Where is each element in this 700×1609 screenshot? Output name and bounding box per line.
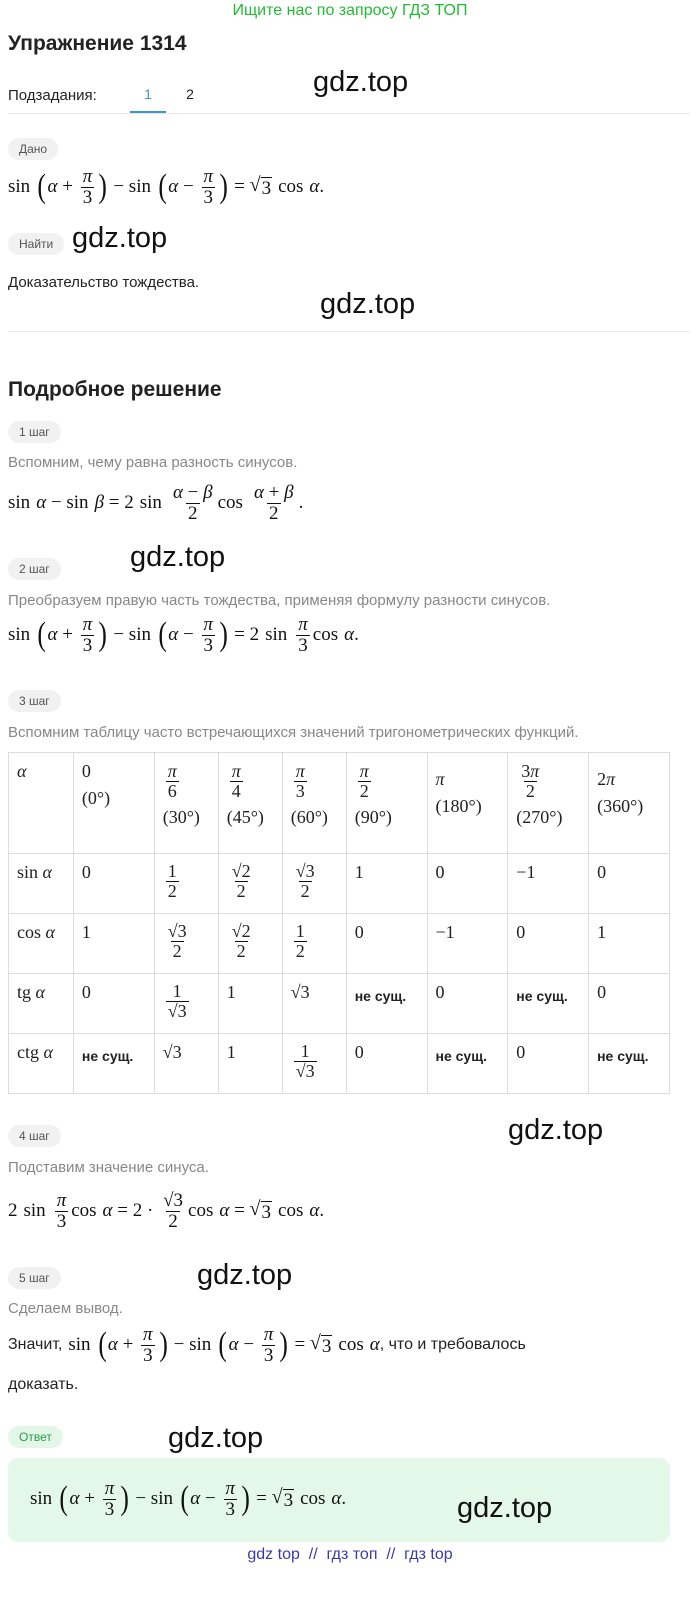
table-cell: $\frac{\pi}{6}$ (30°)	[154, 753, 218, 854]
given-identity: sin ( α + $\frac{\pi}{3}$ ) − sin ( α − $\frac{\pi}{3}$ ) = √ 3 cos α .	[8, 165, 325, 208]
step-5-text: Сделаем вывод.	[8, 1300, 123, 1317]
table-cell: cos α	[9, 914, 74, 974]
table-cell: √3	[282, 974, 346, 1034]
table-cell: −1	[508, 854, 589, 914]
table-cell: π (180°)	[427, 753, 508, 854]
table-cell: не сущ.	[589, 1034, 670, 1094]
trig-values-table	[8, 752, 670, 1094]
watermark: gdz.top	[72, 222, 168, 254]
table-cell: 1	[73, 914, 154, 974]
table-row	[9, 854, 670, 914]
table-cell: 0 (0°)	[73, 753, 154, 854]
table-cell: 0	[589, 974, 670, 1034]
table-cell: $\frac{√2}{2}$	[218, 914, 282, 974]
table-cell: $\frac{√2}{2}$	[218, 854, 282, 914]
table-cell: $\frac{\pi}{2}$ (90°)	[346, 753, 427, 854]
table-cell: tg α	[9, 974, 74, 1034]
find-text: Доказательство тождества.	[8, 274, 200, 291]
table-cell: $\frac{\pi}{4}$ (45°)	[218, 753, 282, 854]
table-cell: $\frac{3\pi}{2}$ (270°)	[508, 753, 589, 854]
table-cell: 0	[589, 854, 670, 914]
table-cell: 0	[346, 914, 427, 974]
divider	[8, 331, 690, 332]
step-5-chip: 5 шаг	[8, 1267, 61, 1289]
table-cell: $\frac{√3}{2}$	[282, 854, 346, 914]
conclusion-suffix: , что и требовалось	[379, 1336, 526, 1353]
sine-difference-formula: sin α − sin β = 2 sin $\frac{\alpha - \beta}{2}$ cos $\frac{\alpha + \beta}{2}$ .	[8, 481, 304, 524]
step-4-text: Подставим значение синуса.	[8, 1159, 209, 1176]
subtask-tab-2[interactable]: 2	[186, 86, 194, 102]
table-cell: α	[9, 753, 74, 854]
table-cell: 0	[427, 854, 508, 914]
table-row	[9, 914, 670, 974]
table-row	[9, 753, 670, 854]
subtask-tab-1[interactable]: 1	[144, 86, 152, 102]
table-cell: 2π (360°)	[589, 753, 670, 854]
table-cell: не сущ.	[508, 974, 589, 1034]
table-cell: $\frac{√3}{2}$	[154, 914, 218, 974]
table-cell: не сущ.	[73, 1034, 154, 1094]
search-banner[interactable]: Ищите нас по запросу ГДЗ ТОП	[232, 2, 468, 19]
step-2-formula: sin ( α + $\frac{\pi}{3}$ ) − sin ( α − $\frac{\pi}{3}$ ) = 2 sin $\frac{\pi}{3}$ cos α .	[8, 613, 359, 656]
conclusion-end: доказать.	[8, 1376, 79, 1393]
watermark: gdz.top	[508, 1114, 604, 1146]
watermark: gdz.top	[457, 1492, 553, 1524]
conclusion-line: Значит, sin ( α + $\frac{\pi}{3}$ ) − sin ( α − $\frac{\pi}{3}$ ) = √ 3 cos α , что и требовалось	[8, 1323, 526, 1366]
watermark: gdz.top	[168, 1422, 264, 1454]
watermark: gdz.top	[313, 66, 409, 98]
table-cell: −1	[427, 914, 508, 974]
table-cell: $\frac{1}{√3}$	[154, 974, 218, 1034]
find-chip: Найти	[8, 233, 64, 255]
table-cell: $\frac{1}{√3}$	[282, 1034, 346, 1094]
table-cell: 0	[346, 1034, 427, 1094]
table-cell: ctg α	[9, 1034, 74, 1094]
table-cell: √3	[154, 1034, 218, 1094]
step-2-text: Преобразуем правую часть тождества, применяя формулу разности синусов.	[8, 592, 551, 609]
table-cell: $\frac{\pi}{3}$ (60°)	[282, 753, 346, 854]
table-cell: не сущ.	[346, 974, 427, 1034]
table-row	[9, 974, 670, 1034]
step-3-chip: 3 шаг	[8, 690, 61, 712]
table-cell: не сущ.	[427, 1034, 508, 1094]
table-cell: 0	[508, 1034, 589, 1094]
given-chip: Дано	[8, 138, 58, 160]
table-cell: 0	[73, 974, 154, 1034]
solution-title: Подробное решение	[8, 378, 222, 401]
subtasks-label: Подзадания:	[8, 87, 97, 104]
watermark: gdz.top	[130, 541, 226, 573]
step-3-text: Вспомним таблицу часто встречающихся значений тригонометрических функций.	[8, 724, 579, 741]
step-4-formula: 2 sin $\frac{\pi}{3}$ cos α = 2 · $\frac{√3}{2}$ cos α = √ 3 cos α .	[8, 1189, 325, 1232]
step-4-chip: 4 шаг	[8, 1125, 61, 1147]
table-cell: 1	[346, 854, 427, 914]
footer-links[interactable]: gdz top // гдз топ // гдз top	[247, 1546, 453, 1563]
table-cell: 1	[218, 1034, 282, 1094]
table-cell: 0	[427, 974, 508, 1034]
divider	[8, 113, 690, 114]
page-title: Упражнение 1314	[8, 32, 187, 55]
table-cell: sin α	[9, 854, 74, 914]
answer-chip: Ответ	[8, 1426, 63, 1448]
table-cell: $\frac{1}{2}$	[154, 854, 218, 914]
table-cell: 0	[73, 854, 154, 914]
answer-formula: sin ( α + $\frac{\pi}{3}$ ) − sin ( α − $\frac{\pi}{3}$ ) = √ 3 cos α .	[30, 1477, 347, 1520]
table-cell: 1	[589, 914, 670, 974]
conclusion-prefix: Значит,	[8, 1336, 63, 1353]
watermark: gdz.top	[197, 1259, 293, 1291]
table-cell: 0	[508, 914, 589, 974]
table-cell: 1	[218, 974, 282, 1034]
step-1-chip: 1 шаг	[8, 421, 61, 443]
step-2-chip: 2 шаг	[8, 558, 61, 580]
table-row	[9, 1034, 670, 1094]
table-cell: $\frac{1}{2}$	[282, 914, 346, 974]
watermark: gdz.top	[320, 288, 416, 320]
step-1-text: Вспомним, чему равна разность синусов.	[8, 454, 298, 471]
